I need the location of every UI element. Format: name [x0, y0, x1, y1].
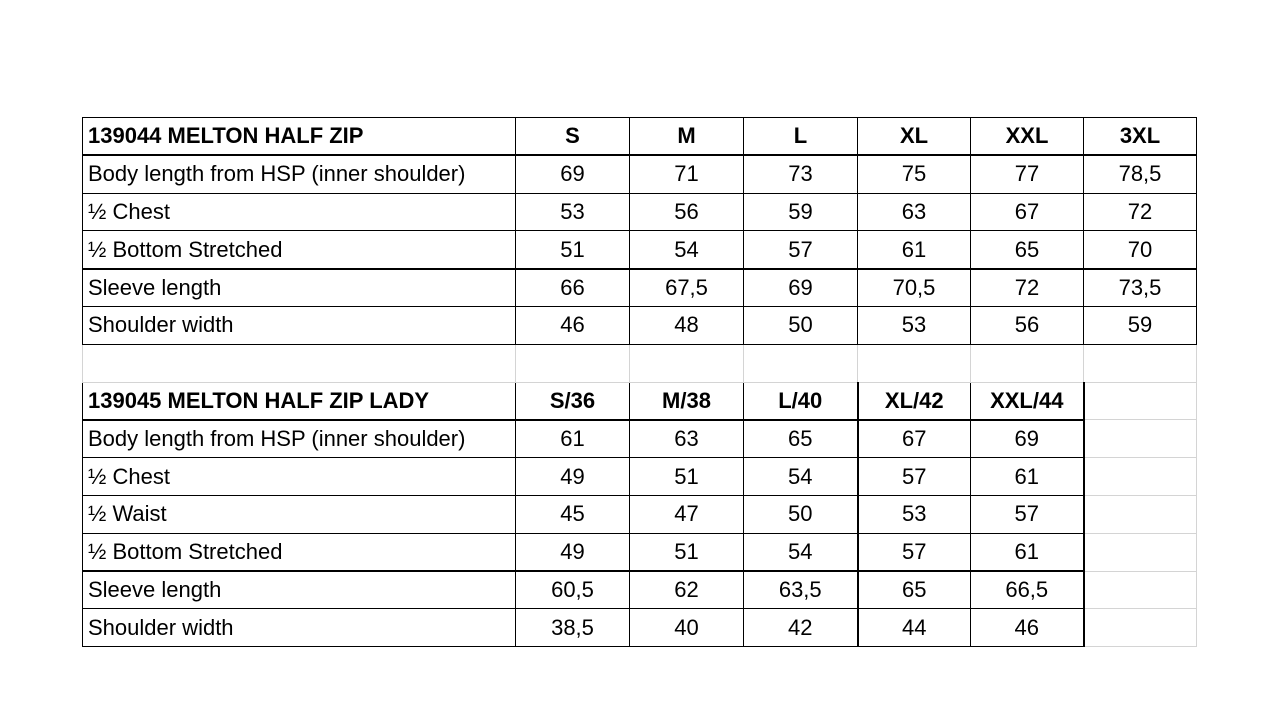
table-row — [83, 193, 1197, 231]
table2-size-xxl44: XXL/44 — [971, 382, 1084, 420]
measurement-cell: 67 — [858, 420, 971, 458]
measurement-cell: 53 — [858, 306, 971, 344]
table1-size-3xl: 3XL — [1084, 118, 1197, 156]
measurement-cell: 47 — [630, 495, 744, 533]
measurement-cell: 69 — [516, 155, 630, 193]
table-row — [83, 458, 1197, 496]
empty-cell — [1084, 533, 1197, 571]
table2-size-s36: S/36 — [516, 382, 630, 420]
measurement-cell: 57 — [858, 533, 971, 571]
measurement-cell: 70 — [1084, 231, 1197, 269]
measurement-cell: 61 — [516, 420, 630, 458]
measurement-cell: 63 — [630, 420, 744, 458]
measurement-cell: 51 — [516, 231, 630, 269]
empty-cell — [1084, 609, 1197, 647]
table-row — [83, 306, 1197, 344]
measurement-cell: 57 — [971, 495, 1084, 533]
measurement-cell: 65 — [744, 420, 858, 458]
measurement-cell: 73 — [744, 155, 858, 193]
table1-title: 139044 MELTON HALF ZIP — [83, 118, 516, 156]
row-label: Shoulder width — [83, 609, 516, 647]
measurement-cell: 44 — [858, 609, 971, 647]
measurement-cell: 66,5 — [971, 571, 1084, 609]
row-label: Body length from HSP (inner shoulder) — [83, 155, 516, 193]
measurement-cell: 61 — [858, 231, 971, 269]
row-label: Body length from HSP (inner shoulder) — [83, 420, 516, 458]
measurement-cell: 54 — [744, 533, 858, 571]
measurement-cell: 63 — [858, 193, 971, 231]
row-label: Shoulder width — [83, 306, 516, 344]
measurement-cell: 54 — [744, 458, 858, 496]
measurement-cell: 78,5 — [1084, 155, 1197, 193]
measurement-cell: 59 — [1084, 306, 1197, 344]
empty-cell — [1084, 495, 1197, 533]
table2-size-l40: L/40 — [744, 382, 858, 420]
row-label: ½ Chest — [83, 193, 516, 231]
empty-cell — [1084, 458, 1197, 496]
size-chart-sheet — [82, 117, 1197, 647]
measurement-cell: 40 — [630, 609, 744, 647]
measurement-cell: 63,5 — [744, 571, 858, 609]
row-label: Sleeve length — [83, 269, 516, 307]
table-row — [83, 231, 1197, 269]
measurement-cell: 72 — [1084, 193, 1197, 231]
measurement-cell: 50 — [744, 495, 858, 533]
spacer-row — [83, 344, 1197, 382]
empty-cell — [971, 344, 1084, 382]
measurement-cell: 57 — [744, 231, 858, 269]
row-label: ½ Bottom Stretched — [83, 533, 516, 571]
table2-title: 139045 MELTON HALF ZIP LADY — [83, 382, 516, 420]
measurement-cell: 38,5 — [516, 609, 630, 647]
empty-cell — [1084, 420, 1197, 458]
measurement-cell: 48 — [630, 306, 744, 344]
measurement-cell: 61 — [971, 458, 1084, 496]
measurement-cell: 57 — [858, 458, 971, 496]
measurement-cell: 51 — [630, 458, 744, 496]
table2-header-row — [83, 382, 1197, 420]
measurement-cell: 62 — [630, 571, 744, 609]
table2-size-xl42: XL/42 — [858, 382, 971, 420]
measurement-cell: 61 — [971, 533, 1084, 571]
table1-size-l: L — [744, 118, 858, 156]
table-row — [83, 609, 1197, 647]
measurement-cell: 67 — [971, 193, 1084, 231]
measurement-cell: 65 — [971, 231, 1084, 269]
measurement-cell: 53 — [858, 495, 971, 533]
measurement-cell: 49 — [516, 533, 630, 571]
measurement-cell: 56 — [971, 306, 1084, 344]
row-label: ½ Waist — [83, 495, 516, 533]
empty-cell — [630, 344, 744, 382]
measurement-cell: 45 — [516, 495, 630, 533]
table1-header-row — [83, 118, 1197, 156]
table2-size-m38: M/38 — [630, 382, 744, 420]
measurement-cell: 54 — [630, 231, 744, 269]
measurement-cell: 42 — [744, 609, 858, 647]
table-row — [83, 495, 1197, 533]
table-row — [83, 571, 1197, 609]
empty-cell — [83, 344, 516, 382]
table1-size-xl: XL — [858, 118, 971, 156]
measurement-cell: 77 — [971, 155, 1084, 193]
empty-cell — [1084, 571, 1197, 609]
empty-cell — [1084, 382, 1197, 420]
table-row — [83, 269, 1197, 307]
row-label: ½ Bottom Stretched — [83, 231, 516, 269]
row-label: ½ Chest — [83, 458, 516, 496]
measurement-cell: 50 — [744, 306, 858, 344]
measurement-cell: 72 — [971, 269, 1084, 307]
measurement-cell: 59 — [744, 193, 858, 231]
table1-size-s: S — [516, 118, 630, 156]
measurement-cell: 67,5 — [630, 269, 744, 307]
measurement-cell: 65 — [858, 571, 971, 609]
measurement-cell: 46 — [971, 609, 1084, 647]
measurement-cell: 53 — [516, 193, 630, 231]
measurement-cell: 73,5 — [1084, 269, 1197, 307]
empty-cell — [1084, 344, 1197, 382]
measurement-cell: 66 — [516, 269, 630, 307]
measurement-cell: 51 — [630, 533, 744, 571]
row-label: Sleeve length — [83, 571, 516, 609]
measurement-cell: 69 — [971, 420, 1084, 458]
measurement-cell: 69 — [744, 269, 858, 307]
measurement-cell: 49 — [516, 458, 630, 496]
empty-cell — [516, 344, 630, 382]
empty-cell — [858, 344, 971, 382]
table-row — [83, 420, 1197, 458]
measurement-cell: 46 — [516, 306, 630, 344]
empty-cell — [744, 344, 858, 382]
table1-size-m: M — [630, 118, 744, 156]
table-row — [83, 155, 1197, 193]
measurement-cell: 56 — [630, 193, 744, 231]
measurement-cell: 60,5 — [516, 571, 630, 609]
measurement-cell: 71 — [630, 155, 744, 193]
table1-size-xxl: XXL — [971, 118, 1084, 156]
measurement-cell: 70,5 — [858, 269, 971, 307]
table-row — [83, 533, 1197, 571]
measurement-cell: 75 — [858, 155, 971, 193]
